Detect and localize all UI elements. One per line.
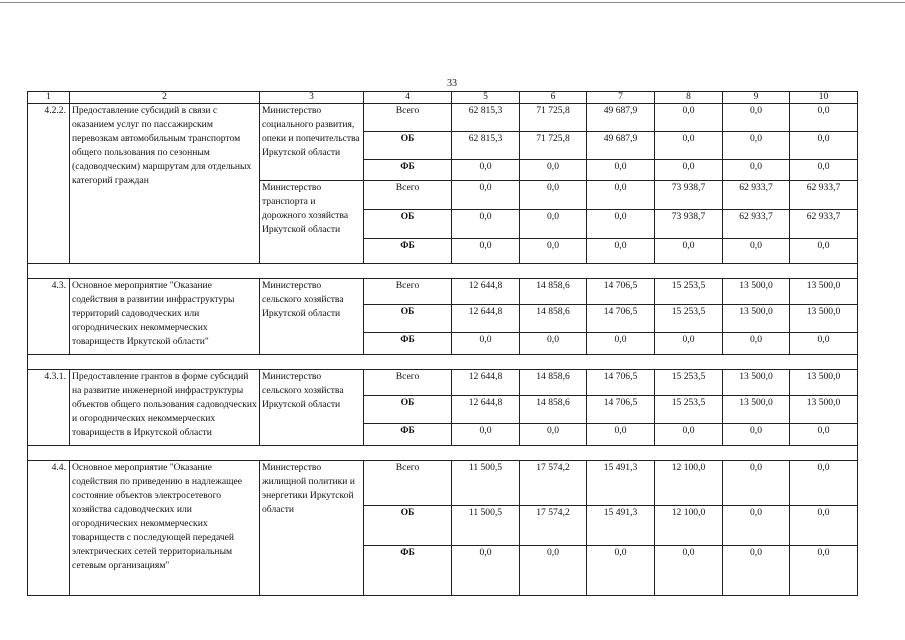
value-year-col-9: 0,0 bbox=[723, 132, 790, 160]
funding-source: ОБ bbox=[364, 210, 452, 239]
gap-cell bbox=[655, 264, 723, 279]
value-year-col-6: 14 858,6 bbox=[520, 370, 587, 396]
top-rule bbox=[0, 2, 905, 3]
value-year-col-10: 62 933,7 bbox=[790, 181, 858, 210]
funding-source: ФБ bbox=[364, 424, 452, 446]
value-year-col-6: 14 858,6 bbox=[520, 396, 587, 424]
value-year-col-9: 0,0 bbox=[723, 546, 790, 596]
value-year-col-6: 0,0 bbox=[520, 210, 587, 239]
gap-cell bbox=[364, 264, 452, 279]
value-year-col-5: 0,0 bbox=[452, 333, 520, 355]
gap-cell bbox=[723, 446, 790, 461]
value-year-col-9: 0,0 bbox=[723, 461, 790, 506]
value-year-col-7: 0,0 bbox=[587, 210, 655, 239]
value-year-col-8: 73 938,7 bbox=[655, 181, 723, 210]
value-year-col-5: 12 644,8 bbox=[452, 305, 520, 333]
item-name: Основное мероприятие "Оказание содействия по приведению в надлежащее состояние объектов электросетевого хозяйства садоводческих или огороднических некоммерческих товариществ с последующей передачей электрических сетей территориальным сетевым организациям" bbox=[70, 461, 260, 596]
value-year-col-8: 0,0 bbox=[655, 546, 723, 596]
value-year-col-10: 0,0 bbox=[790, 132, 858, 160]
value-year-col-10: 0,0 bbox=[790, 239, 858, 264]
value-year-col-7: 0,0 bbox=[587, 239, 655, 264]
value-year-col-7: 15 491,3 bbox=[587, 506, 655, 546]
header-cell-3: 3 bbox=[260, 92, 364, 104]
value-year-col-8: 0,0 bbox=[655, 160, 723, 181]
value-year-col-10: 62 933,7 bbox=[790, 210, 858, 239]
value-year-col-5: 12 644,8 bbox=[452, 396, 520, 424]
value-year-col-6: 17 574,2 bbox=[520, 461, 587, 506]
gap-cell bbox=[70, 264, 260, 279]
value-year-col-6: 0,0 bbox=[520, 424, 587, 446]
funding-source: Всего bbox=[364, 181, 452, 210]
value-year-col-10: 13 500,0 bbox=[790, 279, 858, 305]
value-year-col-6: 0,0 bbox=[520, 160, 587, 181]
gap-cell bbox=[587, 264, 655, 279]
value-year-col-10: 13 500,0 bbox=[790, 396, 858, 424]
value-year-col-7: 14 706,5 bbox=[587, 370, 655, 396]
value-year-col-10: 0,0 bbox=[790, 160, 858, 181]
value-year-col-10: 0,0 bbox=[790, 546, 858, 596]
row-gap bbox=[28, 446, 858, 461]
gap-cell bbox=[70, 446, 260, 461]
gap-cell bbox=[28, 446, 70, 461]
value-year-col-9: 62 933,7 bbox=[723, 181, 790, 210]
header-cell-9: 9 bbox=[723, 92, 790, 104]
gap-cell bbox=[452, 264, 520, 279]
value-year-col-10: 0,0 bbox=[790, 506, 858, 546]
value-year-col-7: 15 491,3 bbox=[587, 461, 655, 506]
gap-cell bbox=[587, 355, 655, 370]
funding-source: ФБ bbox=[364, 546, 452, 596]
value-year-col-8: 0,0 bbox=[655, 333, 723, 355]
header-cell-8: 8 bbox=[655, 92, 723, 104]
gap-cell bbox=[364, 446, 452, 461]
value-year-col-5: 62 815,3 bbox=[452, 104, 520, 132]
funding-source: ОБ bbox=[364, 132, 452, 160]
value-year-col-10: 0,0 bbox=[790, 424, 858, 446]
funding-source: ФБ bbox=[364, 160, 452, 181]
value-year-col-10: 13 500,0 bbox=[790, 305, 858, 333]
value-year-col-6: 71 725,8 bbox=[520, 132, 587, 160]
value-year-col-9: 13 500,0 bbox=[723, 370, 790, 396]
gap-cell bbox=[260, 264, 364, 279]
header-cell-4: 4 bbox=[364, 92, 452, 104]
value-year-col-7: 0,0 bbox=[587, 160, 655, 181]
value-year-col-9: 0,0 bbox=[723, 424, 790, 446]
value-year-col-5: 12 644,8 bbox=[452, 279, 520, 305]
gap-cell bbox=[655, 446, 723, 461]
funding-source: Всего bbox=[364, 461, 452, 506]
item-name: Основное мероприятие "Оказание содействия в развитии инфраструктуры территорий садоводческих или огороднических некоммерческих товариществ Иркутской области" bbox=[70, 279, 260, 355]
value-year-col-6: 0,0 bbox=[520, 239, 587, 264]
value-year-col-8: 12 100,0 bbox=[655, 461, 723, 506]
funding-source: ОБ bbox=[364, 305, 452, 333]
gap-cell bbox=[452, 446, 520, 461]
value-year-col-8: 0,0 bbox=[655, 132, 723, 160]
value-year-col-9: 13 500,0 bbox=[723, 279, 790, 305]
value-year-col-6: 14 858,6 bbox=[520, 305, 587, 333]
item-code: 4.3.1. bbox=[28, 370, 70, 446]
value-year-col-7: 0,0 bbox=[587, 333, 655, 355]
value-year-col-7: 0,0 bbox=[587, 546, 655, 596]
gap-cell bbox=[452, 355, 520, 370]
header-row bbox=[28, 92, 858, 104]
header-cell-2: 2 bbox=[70, 92, 260, 104]
value-year-col-5: 0,0 bbox=[452, 546, 520, 596]
value-year-col-7: 0,0 bbox=[587, 424, 655, 446]
value-year-col-9: 0,0 bbox=[723, 160, 790, 181]
value-year-col-9: 0,0 bbox=[723, 506, 790, 546]
value-year-col-7: 14 706,5 bbox=[587, 279, 655, 305]
funding-source: ФБ bbox=[364, 239, 452, 264]
gap-cell bbox=[723, 355, 790, 370]
funding-source: Всего bbox=[364, 104, 452, 132]
value-year-col-10: 0,0 bbox=[790, 104, 858, 132]
value-year-col-6: 0,0 bbox=[520, 181, 587, 210]
value-year-col-9: 13 500,0 bbox=[723, 305, 790, 333]
value-year-col-8: 0,0 bbox=[655, 239, 723, 264]
funding-source: ОБ bbox=[364, 506, 452, 546]
table-row bbox=[28, 279, 858, 305]
gap-cell bbox=[520, 355, 587, 370]
value-year-col-8: 15 253,5 bbox=[655, 370, 723, 396]
funding-source: ОБ bbox=[364, 396, 452, 424]
value-year-col-8: 15 253,5 bbox=[655, 279, 723, 305]
table-row bbox=[28, 370, 858, 396]
value-year-col-8: 12 100,0 bbox=[655, 506, 723, 546]
gap-cell bbox=[790, 355, 858, 370]
header-cell-6: 6 bbox=[520, 92, 587, 104]
value-year-col-5: 0,0 bbox=[452, 181, 520, 210]
value-year-col-9: 0,0 bbox=[723, 239, 790, 264]
table-body bbox=[28, 92, 858, 596]
item-name: Предоставление субсидий в связи с оказанием услуг по пассажирским перевозкам автомобильным транспортом общего пользования по сезонным (садоводческим) маршрутам для отдельных категорий граждан bbox=[70, 104, 260, 264]
value-year-col-6: 71 725,8 bbox=[520, 104, 587, 132]
gap-cell bbox=[28, 264, 70, 279]
value-year-col-7: 49 687,9 bbox=[587, 104, 655, 132]
value-year-col-6: 14 858,6 bbox=[520, 279, 587, 305]
row-gap bbox=[28, 355, 858, 370]
value-year-col-10: 13 500,0 bbox=[790, 370, 858, 396]
funding-source: ФБ bbox=[364, 333, 452, 355]
value-year-col-9: 0,0 bbox=[723, 104, 790, 132]
item-code: 4.3. bbox=[28, 279, 70, 355]
header-cell-10: 10 bbox=[790, 92, 858, 104]
table-row bbox=[28, 461, 858, 506]
gap-cell bbox=[28, 355, 70, 370]
gap-cell bbox=[260, 355, 364, 370]
value-year-col-6: 0,0 bbox=[520, 333, 587, 355]
value-year-col-8: 0,0 bbox=[655, 424, 723, 446]
gap-cell bbox=[587, 446, 655, 461]
table-row bbox=[28, 104, 858, 132]
gap-cell bbox=[723, 264, 790, 279]
executor: Министерство сельского хозяйства Иркутской области bbox=[260, 279, 364, 355]
value-year-col-7: 14 706,5 bbox=[587, 396, 655, 424]
value-year-col-9: 62 933,7 bbox=[723, 210, 790, 239]
value-year-col-10: 0,0 bbox=[790, 333, 858, 355]
funding-table bbox=[27, 91, 858, 596]
value-year-col-6: 17 574,2 bbox=[520, 506, 587, 546]
value-year-col-7: 49 687,9 bbox=[587, 132, 655, 160]
page-number: 33 bbox=[447, 78, 457, 89]
item-code: 4.4. bbox=[28, 461, 70, 596]
gap-cell bbox=[790, 446, 858, 461]
value-year-col-7: 0,0 bbox=[587, 181, 655, 210]
header-cell-7: 7 bbox=[587, 92, 655, 104]
funding-source: Всего bbox=[364, 279, 452, 305]
item-code: 4.2.2. bbox=[28, 104, 70, 264]
value-year-col-5: 11 500,5 bbox=[452, 461, 520, 506]
value-year-col-5: 12 644,8 bbox=[452, 370, 520, 396]
executor: Министерство транспорта и дорожного хозяйства Иркутской области bbox=[260, 181, 364, 264]
value-year-col-5: 0,0 bbox=[452, 210, 520, 239]
value-year-col-8: 73 938,7 bbox=[655, 210, 723, 239]
value-year-col-6: 0,0 bbox=[520, 546, 587, 596]
item-name: Предоставление грантов в форме субсидий на развитие инженерной инфраструктуры объектов общего пользования садоводческих и огороднических некоммерческих товариществ в Иркутской области bbox=[70, 370, 260, 446]
value-year-col-10: 0,0 bbox=[790, 461, 858, 506]
funding-source: Всего bbox=[364, 370, 452, 396]
value-year-col-8: 15 253,5 bbox=[655, 396, 723, 424]
executor: Министерство жилищной политики и энергетики Иркутской области bbox=[260, 461, 364, 596]
value-year-col-9: 0,0 bbox=[723, 333, 790, 355]
gap-cell bbox=[70, 355, 260, 370]
gap-cell bbox=[260, 446, 364, 461]
value-year-col-5: 62 815,3 bbox=[452, 132, 520, 160]
header-cell-1: 1 bbox=[28, 92, 70, 104]
value-year-col-8: 15 253,5 bbox=[655, 305, 723, 333]
value-year-col-5: 0,0 bbox=[452, 424, 520, 446]
row-gap bbox=[28, 264, 858, 279]
value-year-col-9: 13 500,0 bbox=[723, 396, 790, 424]
value-year-col-5: 11 500,5 bbox=[452, 506, 520, 546]
executor: Министерство социального развития, опеки и попечительства Иркутской области bbox=[260, 104, 364, 181]
value-year-col-7: 14 706,5 bbox=[587, 305, 655, 333]
value-year-col-5: 0,0 bbox=[452, 160, 520, 181]
gap-cell bbox=[790, 264, 858, 279]
executor: Министерство сельского хозяйства Иркутской области bbox=[260, 370, 364, 446]
gap-cell bbox=[520, 264, 587, 279]
gap-cell bbox=[655, 355, 723, 370]
gap-cell bbox=[364, 355, 452, 370]
header-cell-5: 5 bbox=[452, 92, 520, 104]
value-year-col-8: 0,0 bbox=[655, 104, 723, 132]
value-year-col-5: 0,0 bbox=[452, 239, 520, 264]
gap-cell bbox=[520, 446, 587, 461]
